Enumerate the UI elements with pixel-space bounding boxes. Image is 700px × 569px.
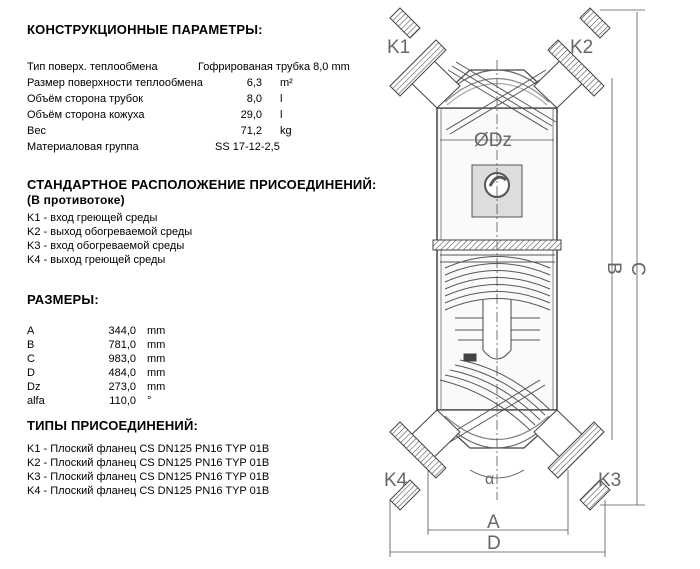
connection-item: K1 - вход греющей среды [27, 212, 158, 224]
dimension-value: 110,0 [109, 395, 136, 407]
dimension-name: A [27, 325, 35, 337]
connections-layout-subheading: (В противотоке) [27, 193, 125, 207]
construction-value: 29,0 [240, 109, 262, 121]
construction-label: Материаловая группа [27, 141, 139, 153]
construction-unit: l [280, 93, 283, 105]
construction-label: Тип поверх. теплообмена [27, 61, 158, 73]
label-k3: K3 [598, 470, 622, 491]
label-k2: K2 [570, 37, 594, 58]
construction-value: 6,3 [246, 77, 262, 89]
label-k1: K1 [387, 37, 411, 58]
construction-label: Объём сторона кожуха [27, 109, 145, 121]
construction-heading: КОНСТРУКЦИОННЫЕ ПАРАМЕТРЫ: [27, 22, 263, 37]
label-b: B [603, 262, 624, 275]
connections-layout-heading: СТАНДАРТНОЕ РАСПОЛОЖЕНИЕ ПРИСОЕДИНЕНИЙ: [27, 177, 377, 192]
construction-value: 71,2 [240, 125, 262, 137]
heat-exchanger-drawing [370, 0, 700, 569]
construction-label: Размер поверхности теплообмена [27, 77, 203, 89]
dimension-name: C [27, 353, 35, 365]
connection-item: K4 - выход греющей среды [27, 254, 166, 266]
dimension-name: Dz [27, 381, 41, 393]
label-a: A [487, 512, 500, 533]
label-alfa: α [485, 471, 495, 488]
dimension-unit: mm [147, 325, 166, 337]
dimension-value: 781,0 [108, 339, 136, 351]
dimension-name: D [27, 367, 35, 379]
connection-type-item: K1 - Плоский фланец CS DN125 PN16 TYP 01B [27, 443, 270, 455]
construction-label: Объём сторона трубок [27, 93, 144, 105]
construction-value: Гофрированая трубка 8,0 mm [198, 61, 350, 73]
dimension-value: 983,0 [108, 353, 136, 365]
dimensions-heading: РАЗМЕРЫ: [27, 292, 99, 307]
dimension-unit: mm [147, 381, 166, 393]
construction-unit: kg [280, 125, 292, 137]
label-dz: ØDz [474, 130, 512, 151]
connection-types-heading: ТИПЫ ПРИСОЕДИНЕНИЙ: [27, 418, 199, 433]
connection-item: K3 - вход обогреваемой среды [27, 240, 185, 252]
connection-type-item: K2 - Плоский фланец CS DN125 PN16 TYP 01B [27, 457, 270, 469]
dimension-unit: ° [147, 395, 152, 407]
dimension-name: B [27, 339, 35, 351]
dimension-unit: mm [147, 353, 166, 365]
label-d: D [487, 533, 501, 554]
connection-item: K2 - выход обогреваемой среды [27, 226, 193, 238]
dimension-value: 344,0 [108, 325, 136, 337]
connection-type-item: K3 - Плоский фланец CS DN125 PN16 TYP 01B [27, 471, 270, 483]
label-k4: K4 [384, 470, 408, 491]
connection-type-item: K4 - Плоский фланец CS DN125 PN16 TYP 01B [27, 485, 270, 497]
label-c: C [627, 262, 648, 276]
dimension-value: 273,0 [108, 381, 136, 393]
dimension-name: alfa [27, 395, 45, 407]
dimension-unit: mm [147, 339, 166, 351]
dimension-value: 484,0 [108, 367, 136, 379]
construction-value: 8,0 [246, 93, 262, 105]
construction-unit: l [280, 109, 283, 121]
construction-unit: m² [280, 77, 293, 89]
construction-label: Вес [27, 125, 46, 137]
dimension-unit: mm [147, 367, 166, 379]
construction-value: SS 17-12-2,5 [215, 141, 280, 153]
